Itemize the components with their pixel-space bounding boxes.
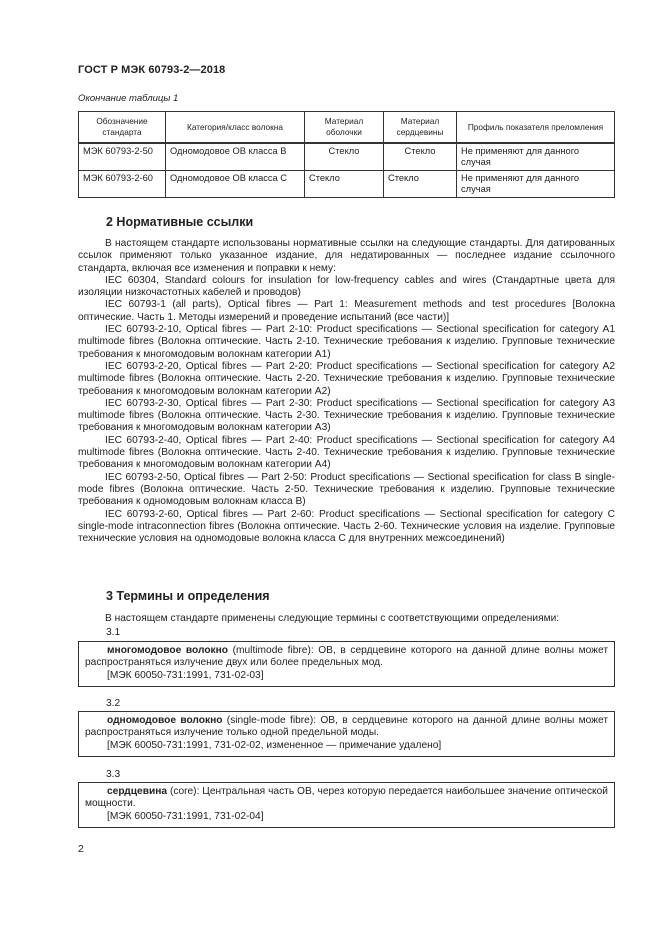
table-cell: Одномодовое ОВ класса С (166, 171, 305, 198)
paragraph: IEC 60304, Standard colours for insulation for low-frequency cables and wires (Стандартные цвета для изоляции низкочастотных кабелей и проводов) (78, 274, 615, 299)
term-number: 3.3 (106, 769, 121, 780)
term-definition (85, 715, 608, 740)
column-header-cladding: Материал оболочки (305, 112, 384, 144)
fibre-standards-table (78, 111, 615, 198)
table-cell: Стекло (384, 171, 457, 198)
section-2-title: 2 Нормативные ссылки (106, 215, 254, 229)
table-caption: Окончание таблицы 1 (78, 93, 179, 104)
table-row (79, 171, 615, 198)
term-definition (85, 786, 608, 811)
paragraph: IEC 60793-2-20, Optical fibres — Part 2-20: Product specifications — Sectional specification for category A2 multimode fibres (Волокна оптические. Часть 2-20. Технические требования к изделию. Групповые технические требования к многомодовым волокнам категории А2) (78, 360, 615, 397)
page-number: 2 (78, 843, 84, 855)
section-3-title: 3 Термины и определения (106, 589, 270, 603)
paragraph: IEC 60793-2-50, Optical fibres — Part 2-50: Product specifications — Sectional specification for class B single-mode fibres (Волокна оптические. Часть 2-50. Технические требования к изделию. Групповые технические требования к одномодовым волокнам класса В) (78, 471, 615, 508)
table-cell: МЭК 60793-2-60 (79, 171, 166, 198)
term-name: одномодовое волокно (107, 715, 223, 726)
paragraph: IEC 60793-1 (all parts), Optical fibres — Part 1: Measurement methods and test procedures [Волокна оптические. Часть 1. Методы измерений и проведение испытаний (все части)] (78, 299, 615, 323)
paragraph: IEC 60793-2-30, Optical fibres — Part 2-30: Product specifications — Sectional specification for category A3 multimode fibres (Волокна оптические. Часть 2-30. Технические требования к изделию. Групповые технические требования к многомодовым волокнам категории А3) (78, 397, 615, 434)
section-3-intro (78, 613, 615, 625)
definition-text: (multimode fibre): ОВ, в сердцевине которого на данной длине волны может распространяться излучение двух или более предельных мод. (85, 645, 608, 669)
table-cell: Не применяют для данного случая (457, 171, 615, 198)
column-header-standard: Обозначение стандарта (79, 112, 166, 144)
term-name: сердцевина (107, 786, 168, 797)
paragraph: В настоящем стандарте применены следующие термины с соответствующими определениями: (105, 613, 560, 624)
paragraph: IEC 60793-2-40, Optical fibres — Part 2-40: Product specifications — Sectional specification for category A4 multimode fibres (Волокна оптические. Часть 2-40. Технические требования к изделию. Групповые технические требования к многомодовым волокнам категории А4) (78, 434, 615, 471)
paragraph: IEC 60793-2-60, Optical fibres — Part 2-60: Product specifications — Sectional specification for category C single-mode intraconnection fibres (Волокна оптические. Часть 2-60. Технические условия на изделие. Групповые технические условия на одномодовые волокна класса С для внутренних межсоединений) (78, 508, 615, 545)
term-number: 3.1 (106, 627, 121, 638)
term-source: [МЭК 60050-731:1991, 731-02-02, измененное — примечание удалено] (107, 739, 442, 751)
column-header-profile: Профиль показателя преломления (457, 112, 615, 144)
table-row (79, 143, 615, 171)
term-entry (78, 641, 615, 687)
table-cell: МЭК 60793-2-50 (79, 143, 166, 171)
document-header: ГОСТ Р МЭК 60793-2—2018 (78, 64, 226, 76)
section-2-body (78, 238, 615, 545)
table-cell: Одномодовое ОВ класса В (166, 143, 305, 171)
column-header-category: Категория/класс волокна (166, 112, 305, 144)
term-definition (85, 645, 608, 670)
term-number: 3.2 (106, 698, 121, 709)
term-source: [МЭК 60050-731:1991, 731-02-03] (107, 669, 264, 681)
definition-text: (single-mode fibre): ОВ, в сердцевине которого на данной длине волны может распространяться излучение только одной предельной моды. (85, 715, 608, 739)
table-cell: Не применяют для данного случая (457, 143, 615, 171)
table-cell: Стекло (305, 171, 384, 198)
term-entry (78, 711, 615, 757)
paragraph: IEC 60793-2-10, Optical fibres — Part 2-10: Product specifications — Sectional specification for category A1 multimode fibres (Волокна оптические. Часть 2-10. Технические требования к изделию. Групповые технические требования к многомодовым волокнам категории А1) (78, 324, 615, 360)
definition-text: (core): Центральная часть ОВ, через которую передается наибольшее значение оптической мощности. (85, 786, 608, 810)
term-entry (78, 782, 615, 828)
table-cell: Стекло (384, 143, 457, 171)
term-name: многомодовое волокно (107, 645, 229, 656)
term-source: [МЭК 60050-731:1991, 731-02-04] (107, 810, 264, 822)
paragraph: В настоящем стандарте использованы нормативные ссылки на следующие стандарты. Для датированных ссылок применяют только указанное издание, для недатированных — последнее издание ссылочного стандарта, включая все изменения и поправки к нему: (78, 238, 615, 274)
table-cell: Стекло (305, 143, 384, 171)
table-header-row (79, 112, 615, 144)
column-header-core: Материал сердцевины (384, 112, 457, 144)
